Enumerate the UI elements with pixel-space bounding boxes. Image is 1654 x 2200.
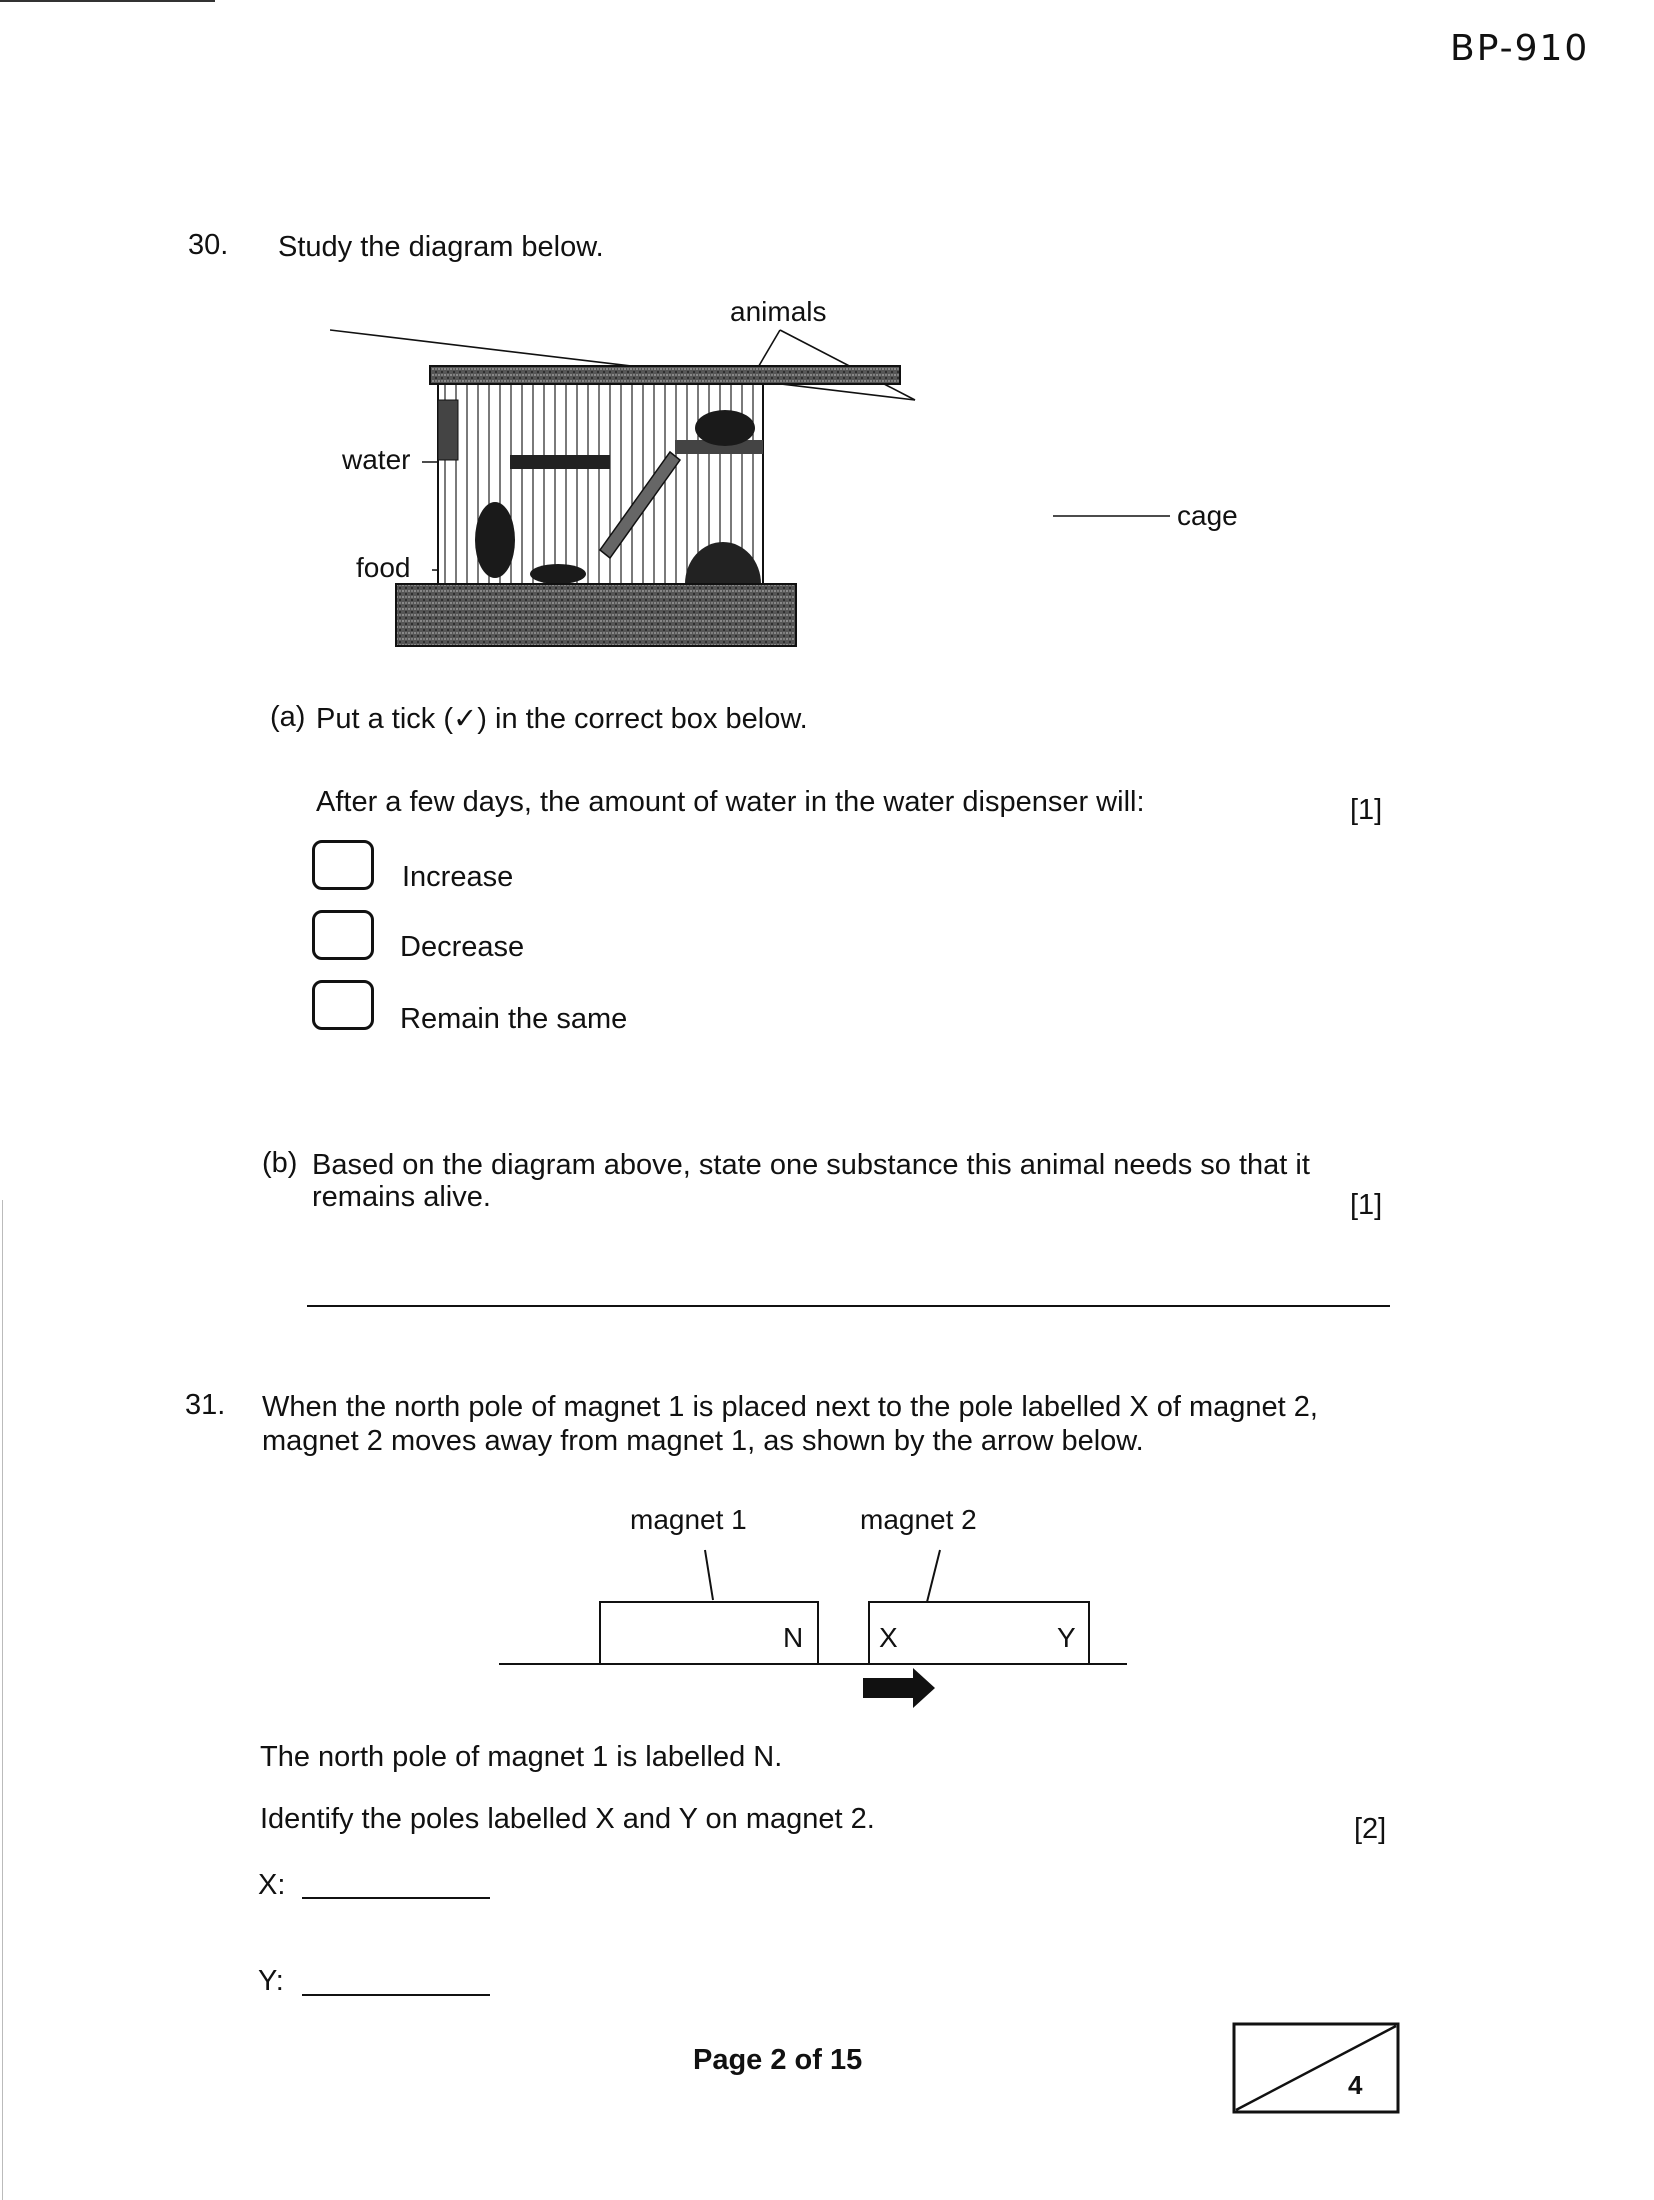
magnet1-pole-n: N (783, 1622, 804, 1653)
option-increase-label: Increase (402, 861, 514, 893)
q30b-question-line1: Based on the diagram above, state one substance this animal needs so that it (312, 1149, 1310, 1181)
magnet-diagram (495, 1540, 1135, 1710)
option-remain-label: Remain the same (400, 1003, 628, 1035)
option-decrease-checkbox[interactable] (312, 910, 374, 960)
water-bottle (438, 400, 458, 460)
q30b-answer-line[interactable] (307, 1305, 1390, 1307)
q31-number: 31. (185, 1389, 226, 1421)
animal-upper (695, 410, 755, 446)
label-water: water (342, 444, 411, 475)
score-total: 4 (1348, 2070, 1363, 2100)
q31-answer-x-line[interactable] (302, 1897, 490, 1899)
paper-code: BP-910 (1450, 28, 1590, 69)
scan-edge-top (0, 0, 215, 2)
label-animals: animals (730, 296, 827, 327)
scan-edge-left (2, 1200, 3, 2200)
q31-intro-line1: When the north pole of magnet 1 is placed next to the pole labelled X of magnet 2, (262, 1391, 1318, 1423)
q30a-instruction: Put a tick (✓) in the correct box below. (316, 703, 808, 735)
q31-answer-y-label: Y: (258, 1965, 284, 1997)
q30b-marks: [1] (1350, 1189, 1383, 1221)
q31-intro-line2: magnet 2 moves away from magnet 1, as shown by the arrow below. (262, 1425, 1144, 1457)
arrow-right-icon (863, 1668, 935, 1708)
magnet2-pole-x: X (879, 1622, 898, 1653)
q31-question: Identify the poles labelled X and Y on magnet 2. (260, 1803, 875, 1835)
cage-diagram (330, 320, 1230, 670)
animal-lower (475, 502, 515, 578)
label-magnet2: magnet 2 (860, 1504, 977, 1535)
q31-marks: [2] (1354, 1813, 1387, 1845)
score-box-frame (1232, 2022, 1400, 2114)
q30b-question-line2: remains alive. (312, 1181, 491, 1213)
q30-number: 30. (188, 229, 229, 261)
option-decrease-label: Decrease (400, 931, 525, 963)
food-pile (530, 564, 586, 584)
page-number: Page 2 of 15 (693, 2044, 863, 2076)
q30-intro: Study the diagram below. (278, 231, 604, 263)
q30a-question: After a few days, the amount of water in the water dispenser will: (316, 786, 1145, 818)
hay-rack (510, 455, 610, 469)
magnet1-leader (705, 1550, 713, 1600)
q30b-label: (b) (262, 1147, 298, 1179)
option-remain-checkbox[interactable] (312, 980, 374, 1030)
score-box (1232, 2022, 1400, 2114)
q31-statement: The north pole of magnet 1 is labelled N. (260, 1741, 783, 1773)
cage-base (396, 584, 796, 646)
q31-answer-x-label: X: (258, 1869, 286, 1901)
option-increase-checkbox[interactable] (312, 840, 374, 890)
label-food: food (356, 552, 411, 583)
label-cage: cage (1177, 500, 1238, 531)
magnet2-pole-y: Y (1057, 1622, 1076, 1653)
q31-answer-y-line[interactable] (302, 1994, 490, 1996)
cage-roof (430, 366, 900, 384)
q30a-label: (a) (270, 701, 306, 733)
q30a-marks: [1] (1350, 794, 1383, 826)
label-magnet1: magnet 1 (630, 1504, 747, 1535)
magnet-2 (869, 1602, 1089, 1664)
magnet2-leader (927, 1550, 940, 1602)
